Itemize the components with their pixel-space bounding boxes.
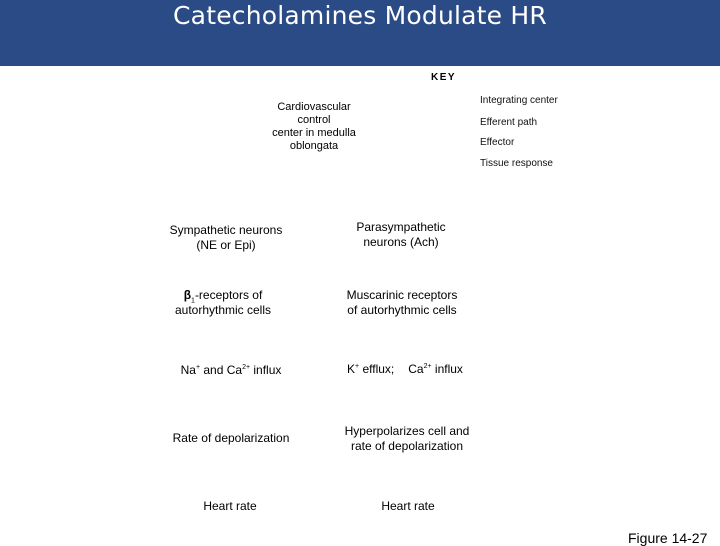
key-item-tissue-response: Tissue response: [480, 158, 553, 169]
parasympathetic-heart-rate: Heart rate: [381, 499, 435, 513]
key-item-integrating-center: Integrating center: [480, 95, 558, 106]
k-efflux-ca-influx: K+ efflux; $Ca^{2+}$ influx: [347, 362, 463, 376]
cardiovascular-control-center: Cardiovascular control center in medulla oblongata: [272, 101, 356, 152]
beta1-receptors: $\beta_1$-receptors of autorhythmic cells: [174, 288, 272, 317]
title-bar: [0, 0, 720, 66]
sympathetic-neurons: Sympathetic neurons (NE or Epi): [169, 223, 283, 252]
sympathetic-heart-rate: Heart rate: [203, 499, 257, 513]
beta-symbol: β: [183, 288, 192, 302]
rate-of-depolarization: Rate of depolarization: [172, 431, 290, 445]
key-heading: KEY: [431, 72, 457, 83]
key-item-effector: Effector: [480, 137, 515, 148]
hyperpolarizes-cell: Hyperpolarizes cell and rate of depolarization: [344, 424, 470, 453]
parasympathetic-neurons: Parasympathetic neurons (Ach): [356, 220, 446, 249]
slide-title: Catecholamines Modulate HR: [173, 1, 547, 30]
na-ca-influx: Na+ and $Ca^{2+}$ influx: [180, 363, 282, 377]
figure-label: Figure 14-27: [628, 530, 708, 546]
key-item-efferent-path: Efferent path: [480, 117, 538, 128]
muscarinic-receptors: Muscarinic receptors of autorhythmic cells: [346, 288, 458, 317]
